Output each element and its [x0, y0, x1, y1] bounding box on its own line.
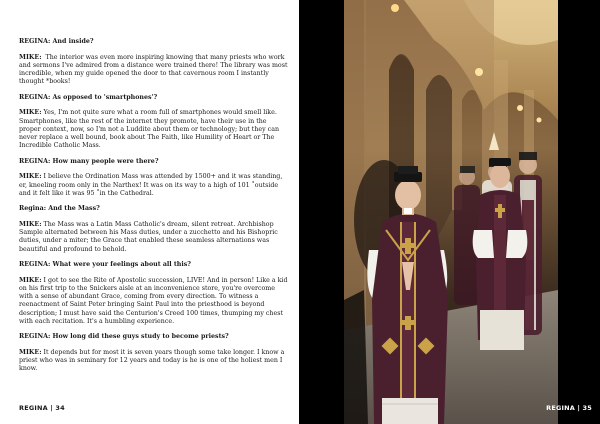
speaker-label: REGINA:	[19, 93, 51, 101]
paragraph-text: Yes, I'm not quite sure what a room full of smartphones would smell like. Smartphones, like the rest of the internet they promote, have their use in the proper context, now, so I'm not a Luddite about them or technology; but they can never replace a well bound, book about The Faith, like Humility of Heart or The Incredible Catholic Mass.	[19, 109, 282, 150]
page-folio-left: REGINA | 34	[19, 404, 65, 412]
paragraph-text: As opposed to 'smartphones'?	[50, 93, 158, 101]
interview-question	[19, 205, 289, 213]
speaker-label: REGINA:	[19, 261, 51, 269]
interview-answer	[19, 54, 289, 87]
gutter	[299, 0, 344, 424]
interview-answer	[19, 349, 289, 374]
interview-question	[19, 158, 289, 166]
interview-answer	[19, 277, 289, 326]
paragraph-text: The Mass was a Latin Mass Catholic's dream, silent retreat. Archbishop Sample alternated between his Mass duties, under a zucchetto and his Bishopric duties, under a miter; the Grace that enabled these seamless alternations was beautiful and profound to behold.	[19, 220, 280, 253]
paragraph-text: How long did these guys study to become priests?	[50, 333, 229, 341]
paragraph-text: And inside?	[50, 38, 94, 45]
interview-question	[19, 94, 289, 102]
paragraph-text: It depends but for most it is seven years though some take longer. I know a priest who was in seminary for 12 years and today is he is one of the holiest men I know.	[19, 348, 287, 373]
speaker-label: MIKE:	[19, 173, 42, 181]
interview-question	[19, 261, 289, 269]
speaker-label: MIKE:	[19, 348, 42, 356]
ordination-procession-photo	[344, 0, 558, 424]
speaker-label: MIKE:	[19, 276, 42, 284]
speaker-label: MIKE:	[19, 109, 42, 117]
speaker-label: MIKE:	[19, 220, 42, 228]
paragraph-text: And the Mass?	[46, 205, 100, 213]
interview-text	[19, 38, 289, 381]
page-folio-right: REGINA | 35	[546, 404, 592, 412]
speaker-label: MIKE:	[19, 53, 42, 61]
speaker-label: Regina:	[19, 205, 47, 213]
speaker-label: REGINA:	[19, 157, 51, 165]
interview-answer	[19, 221, 289, 254]
interview-answer	[19, 173, 289, 198]
paragraph-text: I got to see the Rite of Apostolic succession, LIVE! And in person! Like a kid on his first trip to the Snickers aisle at an inconvenience store, you're overcome with a sense of abundant Grace, coming from every direction. To witness a reenactment of Saint Peter bringing Saint Paul into the priesthood is beyond description; I must have said the Centurion's Creed 100 times, thumping my chest with each recitation. It's a humbling experience.	[19, 276, 290, 325]
right-page-margin	[558, 0, 600, 424]
interview-answer	[19, 109, 289, 150]
speaker-label: REGINA:	[19, 38, 51, 45]
paragraph-text: I believe the Ordination Mass was attended by 1500+ and it was standing, er, kneeling room only in the Narthex! It was on its way to a high of 101 ˚outside and it felt like it was 95 ˚in the Cathedral.	[19, 173, 285, 197]
paragraph-text: How many people were there?	[50, 157, 159, 165]
paragraph-text: What were your feelings about all this?	[50, 261, 191, 269]
left-page	[0, 0, 299, 424]
speaker-label: REGINA:	[19, 333, 51, 341]
interview-question	[19, 333, 289, 341]
interview-question	[19, 38, 289, 46]
paragraph-text: The interior was even more inspiring knowing that many priests who work and sermons I've admired from a distance were trained there! The library was most incredible, when my guide opened the door to that cavernous room I instantly thought *books!	[19, 53, 290, 86]
